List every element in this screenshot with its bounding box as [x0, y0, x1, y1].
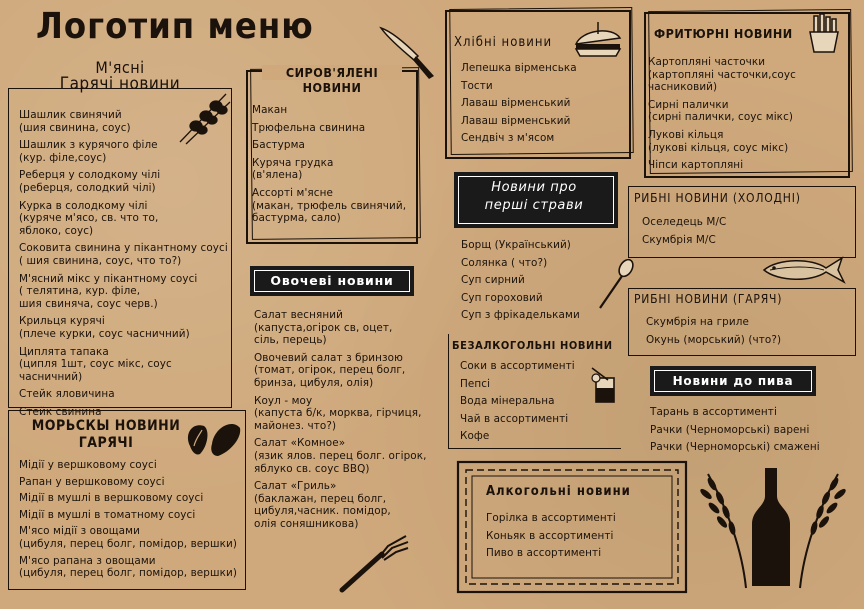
menu-item: Рачки (Черноморські) варені [650, 423, 810, 436]
fried-title: ФРИТЮРНІ НОВИНИ [654, 26, 793, 41]
sandwich-icon [572, 22, 624, 62]
menu-item: Чай в ассортименті [460, 412, 569, 425]
menu-item: Суп сирний [461, 274, 525, 287]
menu-item: Мідії в мушлі в томатному соусі [19, 508, 196, 521]
seafood-list [19, 459, 241, 584]
fish-icon [760, 254, 846, 284]
menu-item: Сендвіч з м'ясом [461, 132, 555, 145]
menu-item: Лукові кільця (лукові кільця, соус мікс) [648, 128, 789, 154]
menu-item: Вода мінеральна [460, 395, 555, 408]
menu-item: Мідії у вершковому соусі [19, 459, 157, 471]
menu-item: Суп з фрікадельками [461, 309, 580, 322]
vegetable-title: Овочеві новини [250, 266, 414, 296]
menu-item: М'ясо рапана з овощами (цибуля, перец болг, помідор, вершки) [19, 554, 237, 580]
menu-item: Салат весняний (капуста,огірок св, оцет, сіль, перець) [254, 309, 393, 347]
menu-item: Пепсі [460, 377, 491, 390]
fish-cold-title: РИБНІ НОВИНИ (ХОЛОДНІ) [634, 191, 801, 205]
menu-item: Сирні палички (сирні палички, соус мікс) [648, 98, 794, 124]
menu-item: Крильця курячі (плече курки, соус часничний) [19, 315, 190, 340]
menu-item: Тости [461, 79, 493, 92]
fork-icon [338, 532, 410, 592]
meat-title-line2: Гарячі новини [59, 74, 181, 94]
menu-item: Шашлик свинячий (шия свинина, соус) [19, 109, 131, 134]
logo-title: Логотип меню [36, 6, 314, 47]
beer-snacks-list [650, 406, 850, 459]
menu-item: Бастурма [252, 139, 306, 152]
menu-item: Стейк свинина [19, 405, 102, 418]
vegetable-list [254, 309, 430, 536]
fried-list [648, 56, 846, 177]
meat-list [19, 109, 229, 423]
soft-drinks-title: БЕЗАЛКОГОЛЬНІ НОВИНИ [452, 339, 613, 352]
menu-item: Пиво в ассортименті [486, 547, 602, 560]
menu-item: Скумбрія на гриле [646, 316, 749, 328]
menu-item: Куряча грудка (в'ялена) [252, 156, 334, 182]
wheat-icon-right [794, 470, 844, 590]
fish-hot-title: РИБНІ НОВИНИ (ГАРЯЧ) [634, 292, 783, 306]
menu-item: Оселедець М/С [642, 216, 727, 228]
bottle-icon [748, 466, 794, 590]
menu-item: Салат «Гриль» (баклажан, перец болг, цибуля,часник. помідор, олія соняшникова) [254, 480, 391, 530]
alcohol-title: Алкогольні новини [486, 484, 631, 499]
menu-item: Лаваш вірменський [461, 97, 571, 110]
seafood-title-line2: ГАРЯЧІ [78, 435, 134, 451]
menu-item: Рачки (Черноморські) смажені [650, 441, 820, 454]
beer-snacks-title: Новини до пива [650, 366, 816, 396]
fish-hot-list [646, 316, 846, 351]
menu-item: Тарань в ассортименті [650, 406, 777, 418]
menu-item: Циплята тапака (ципля 1шт, соус мікс, соус часничний) [19, 345, 172, 383]
soft-drinks-list [460, 360, 610, 448]
menu-item: Лепешка вірменська [461, 62, 577, 74]
bread-title: Хлібні новини [454, 35, 553, 50]
menu-item: Кофе [460, 430, 490, 443]
menu-item: Курка в солодкому чілі (куряче м'ясо, св. что то, яблоко, соус) [19, 199, 159, 237]
menu-item: Окунь (морський) (что?) [646, 333, 782, 346]
menu-item: Мідії в мушлі в вершковому соусі [19, 492, 204, 505]
menu-item: Коул - моу (капуста б/к, морква, гірчиця, майонез. что?) [254, 394, 422, 432]
menu-item: Лаваш вірменський [461, 114, 571, 127]
menu-item: М'ясний мікс у пікантному соусі ( телятина, кур. філе, шия свиняча, соус черв.) [19, 272, 198, 310]
mussel-icon [182, 416, 242, 464]
first-courses-title-line2: перші страви [484, 198, 584, 213]
menu-item: Овочевий салат з бринзою (томат, огірок, перец болг, бринза, цибуля, олія) [254, 351, 406, 389]
menu-item: Стейк яловичина [19, 388, 115, 401]
alcohol-list [486, 512, 676, 565]
cured-list [252, 104, 422, 230]
menu-item: Горілка в ассортименті [486, 512, 616, 524]
menu-item: Реберця у солодкому чілі (реберця, солодкий чілі) [19, 169, 161, 194]
menu-item: Борщ (Український) [461, 239, 571, 251]
fish-cold-list [642, 216, 842, 251]
menu-item: Трюфельна свинина [252, 121, 366, 134]
kebab-icon [176, 90, 232, 146]
meat-title-line1: М'ясні [95, 58, 145, 77]
cured-title-line1: СИРОВ'ЯЛЕНІ [262, 65, 402, 80]
menu-item: М'ясо мідії з овощами (цибуля, перец болг, помідор, вершки) [19, 525, 237, 550]
fries-icon [806, 14, 842, 54]
first-courses-title-line1: Новини про [491, 180, 577, 195]
menu-item: Скумбрія М/С [642, 233, 716, 246]
menu-item: Салат «Комное» (язик ялов. перец болг. огірок, яблуко св. соус BBQ) [254, 437, 427, 475]
menu-item: Картопляні часточки (картопляні часточки,соус часниковий) [648, 56, 796, 94]
seafood-title-line1: МОРЬСКЫ НОВИНИ [31, 418, 181, 434]
bread-list [461, 62, 621, 150]
menu-item: Соки в ассортименті [460, 360, 575, 372]
menu-item: Ассорті м'ясне (макан, трюфель свинячий, бастурма, сало) [252, 186, 407, 225]
menu-item: Соковита свинина у пікантному соусі ( шия свинина, соус, что то?) [19, 242, 228, 267]
menu-item: Шашлик з курячого філе (кур. філе,соус) [19, 139, 158, 164]
menu-item: Суп гороховий [461, 291, 543, 304]
menu-item: Солянка ( что?) [461, 256, 548, 269]
cured-title-line2: НОВИНИ [302, 80, 362, 95]
wheat-icon-left [702, 470, 752, 590]
menu-item: Рапан у вершковому соусі [19, 475, 165, 488]
menu-item: Коньяк в ассортименті [486, 529, 614, 542]
menu-item: Чіпси картопляні [648, 159, 744, 172]
menu-item: Макан [252, 104, 288, 116]
